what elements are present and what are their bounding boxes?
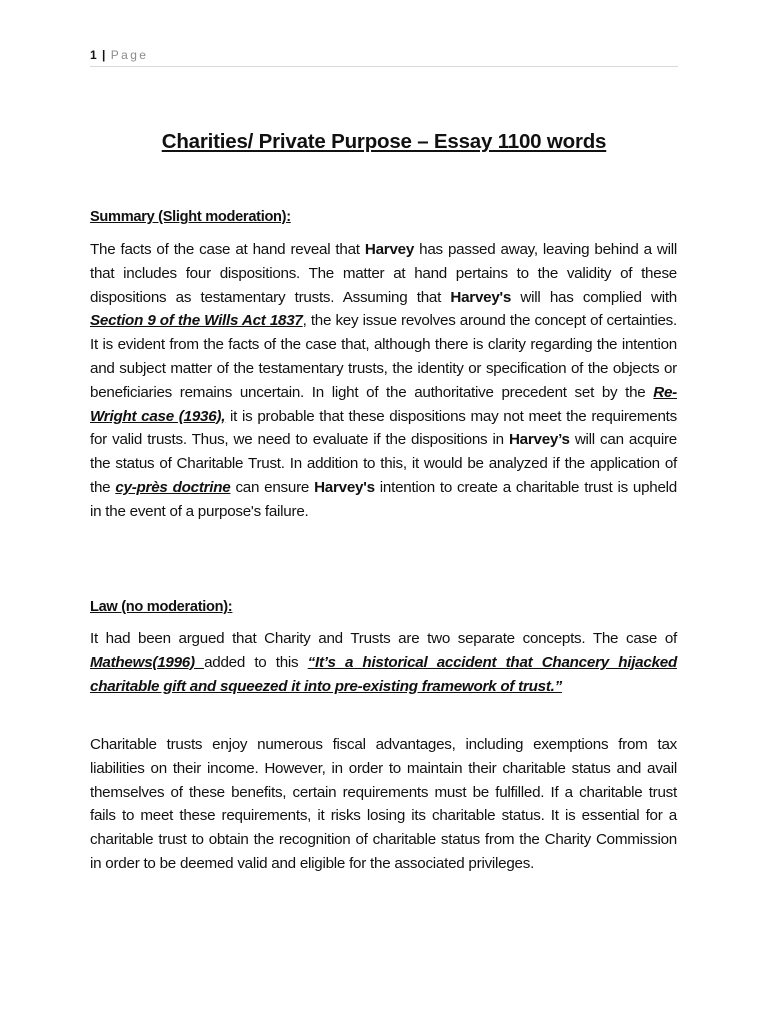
- page-header: [90, 46, 678, 67]
- text-run: will has complied with: [511, 288, 677, 306]
- header-separator: |: [102, 48, 106, 62]
- text-run: It had been argued that Charity and Trusts are two separate concepts. The case of: [90, 630, 677, 647]
- citation-re-wright: Re-Wright case (1936),: [90, 383, 677, 425]
- text-run: , the key issue revolves around the concept of certainties. It is evident from the facts of the case that, although there is clarity regarding the intention and subject matter of the testamentary trusts, the identity or specification of the objects or beneficiaries remains uncertain. In light of the authoritative precedent set by the: [90, 312, 677, 401]
- law-heading: Law (no moderation):: [90, 599, 233, 615]
- law-paragraph-2: [90, 733, 677, 876]
- text-run: has passed away, leaving behind a will that includes four dispositions. The matter at hand pertains to the validity of these dispositions as testamentary trusts. Assuming that: [90, 241, 677, 306]
- quotation: “It’s a historical accident that Chancery hijacked charitable gift and squeezed it into pre-existing framework of trust.”: [90, 653, 677, 695]
- name-harvey: Harvey's: [450, 288, 512, 306]
- name-harvey: Harvey’s: [508, 431, 570, 449]
- summary-paragraph: [90, 238, 677, 524]
- citation-mathews: Mathews(1996): [90, 653, 205, 671]
- page-label: Page: [110, 48, 149, 62]
- summary-text: [90, 238, 677, 524]
- name-harvey: Harvey: [364, 241, 415, 258]
- summary-heading: Summary (Slight moderation):: [90, 209, 291, 225]
- text-run: can ensure: [230, 478, 315, 496]
- document-title: Charities/ Private Purpose – Essay 1100 words: [161, 130, 607, 153]
- text-run: will can acquire the status of Charitable Trust. In addition to this, it would be analyzed if the application of the: [90, 431, 677, 496]
- page-number: 1: [90, 48, 97, 62]
- citation-wills-act: Section 9 of the Wills Act 1837: [90, 312, 303, 330]
- law-text-2: Charitable trusts enjoy numerous fiscal advantages, including exemptions from tax liabilities on their income. However, in order to maintain their charitable status and avail themselves of these benefits, certain requirements must be fulfilled. If a charitable trust fails to meet these requirements, it risks losing its charitable status. It is essential for a charitable trust to obtain the recognition of charitable status from the Charity Commission in order to be deemed valid and eligible for the associated privileges.: [90, 736, 677, 872]
- law-text-1: [90, 627, 677, 698]
- citation-cy-pres: cy-près doctrine: [115, 478, 231, 496]
- text-run: The facts of the case at hand reveal that: [90, 241, 365, 258]
- law-paragraph-1: [90, 627, 677, 698]
- text-run: added to this: [204, 653, 308, 671]
- name-harvey: Harvey's: [314, 478, 375, 496]
- text-run: it is probable that these dispositions may not meet the requirements for valid trusts. Thus, we need to evaluate if the dispositions in: [90, 407, 677, 449]
- text-run: intention to create a charitable trust is upheld in the event of a purpose's failure.: [90, 478, 677, 520]
